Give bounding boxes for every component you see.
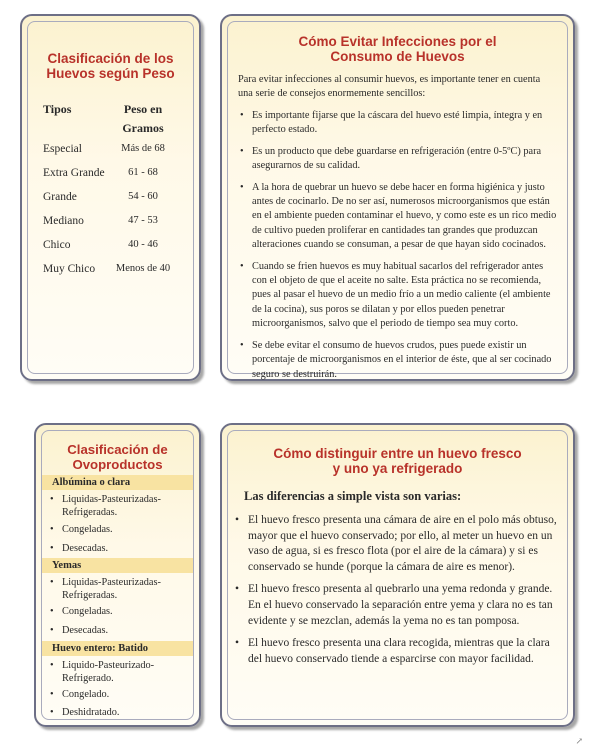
- fresh-panel-title: [222, 446, 573, 476]
- section-heading-whole-egg: Huevo entero: Batido: [42, 641, 193, 656]
- list-item: • Cuando se frien huevos es muy habitual sacarlos del refrigerador antes con el objeto de que el aceite no salte. Esta práctica no se recomienda, pues al pasar el huevo de un medio frío a un medio caliente (el ambiente de la cocina), sus poros se dilatan y por ellos pueden penetrar microorganismos, salvo que el periodo de tiempo sea muy corto.: [238, 260, 559, 332]
- item-text: Congeladas.: [62, 524, 113, 535]
- row-type: Especial: [43, 143, 82, 155]
- list-item: • Deshidratado.: [50, 707, 120, 718]
- item-text: Deshidratado.: [62, 707, 120, 718]
- section-heading-yolks: Yemas: [42, 558, 193, 573]
- table-row: [43, 167, 183, 183]
- table-row: [43, 239, 183, 255]
- list-item: • Liquidas-Pasteurizadas-Refrigeradas.: [50, 494, 161, 518]
- list-item: • Se debe evitar el consumo de huevos crudos, pues puede existir un porcentaje de microorganismos en el interior de éste, que al ser cocinado seguro se destruirán.: [238, 339, 559, 382]
- row-weight: 61 - 68: [128, 167, 158, 178]
- fresh-title-line1: Cómo distinguir entre un huevo fresco: [273, 446, 522, 461]
- fresh-lead: Las diferencias a simple vista son varias:: [244, 489, 462, 503]
- list-item: • El huevo fresco presenta una clara recogida, mientras que la clara del huevo conservado tiende a esparcirse con mayor facilidad.: [234, 636, 559, 667]
- row-weight: 40 - 46: [128, 239, 158, 250]
- list-item: • El huevo fresco presenta una cámara de aire en el polo más obtuso, mayor que el huevo conservado; por ello, al meter un huevo en un vaso de agua, si es fresco flota (por el aire de la cámara) y si es conservado se hunde (porque la cámara de aire es menor).: [234, 513, 559, 575]
- weight-classification-panel: [20, 14, 201, 381]
- weight-title-line2: Huevos según Peso: [46, 66, 175, 82]
- products-panel-title: [36, 443, 199, 473]
- item-text: Desecadas.: [62, 543, 109, 554]
- table-row: [43, 215, 183, 231]
- item-text: Congeladas.: [62, 606, 113, 617]
- list-item: • Es un producto que debe guardarse en refrigeración (entre 0-5ºC) para asegurarnos de su calidad.: [238, 145, 559, 174]
- list-item: • Es importante fijarse que la cáscara del huevo esté limpia, íntegra y en perfecto estado.: [238, 109, 559, 138]
- item-text: Liquidas-Pasteurizadas-Refrigeradas.: [62, 577, 161, 601]
- list-item: • Desecadas.: [50, 625, 109, 636]
- infection-bullet-list: [238, 109, 559, 389]
- fresh-vs-refrigerated-panel: [220, 423, 575, 727]
- fresh-title-line2: y uno ya refrigerado: [332, 461, 463, 477]
- row-weight: Más de 68: [121, 143, 165, 154]
- infection-panel-title: [222, 34, 573, 64]
- section-heading-albumin: Albúmina o clara: [42, 475, 193, 490]
- row-type: Mediano: [43, 215, 84, 227]
- item-text: Congelado.: [62, 689, 110, 700]
- list-item: • Desecadas.: [50, 543, 109, 554]
- list-item: • Liquido-Pasteurizado-Refrigerado.: [50, 660, 155, 684]
- corner-mark: ↗: [575, 736, 583, 746]
- products-title-line1: Clasificación de: [67, 442, 168, 457]
- row-type: Chico: [43, 239, 71, 251]
- row-type: Muy Chico: [43, 263, 96, 275]
- infection-intro: Para evitar infecciones al consumir huevos, es importante tener en cuenta una serie de consejos enormemente sencillos:: [238, 74, 541, 99]
- list-item: • A la hora de quebrar un huevo se debe hacer en forma higiénica y justo antes de cocinarlo. De no ser así, numerosos microorganismos que están en el ambiente pueden contaminar el huevo, y como este es un rico medio de cultivo pueden proliferar en cantidades tan grandes que produzcan alteraciones cuando se consuman, a pesar de que hayan sido cocinados.: [238, 181, 559, 253]
- list-item: • El huevo fresco presenta al quebrarlo una yema redonda y grande. En el huevo conservado la separación entre yema y clara no es tan evidente y se mezclan, además la yema no es tan pomposa.: [234, 582, 559, 629]
- row-type: Grande: [43, 191, 77, 203]
- infection-title-line2: Consumo de Huevos: [330, 49, 465, 65]
- products-title-line2: Ovoproductos: [72, 456, 163, 472]
- weight-header-line1: Peso en: [123, 102, 163, 116]
- list-item: • Congeladas.: [50, 606, 113, 617]
- column-header-weight: [103, 100, 183, 138]
- column-header-type: Tipos: [43, 102, 72, 116]
- row-weight: 54 - 60: [128, 191, 158, 202]
- row-weight: 47 - 53: [128, 215, 158, 226]
- row-weight: Menos de 40: [115, 263, 171, 274]
- list-item: • Congelado.: [50, 689, 110, 700]
- infection-prevention-panel: [220, 14, 575, 381]
- item-text: Liquidas-Pasteurizadas-Refrigeradas.: [62, 494, 161, 518]
- fresh-bullet-list: [234, 513, 559, 674]
- list-item: • Congeladas.: [50, 524, 113, 535]
- table-row: [43, 191, 183, 207]
- table-row: [43, 143, 183, 159]
- row-type: Extra Grande: [43, 167, 105, 179]
- item-text: Desecadas.: [62, 625, 109, 636]
- weight-panel-title: [22, 51, 199, 81]
- item-text: Liquido-Pasteurizado-Refrigerado.: [62, 660, 155, 684]
- table-row: [43, 263, 183, 279]
- egg-products-panel: [34, 423, 201, 727]
- weight-header-line2: Gramos: [122, 121, 164, 135]
- list-item: • Liquidas-Pasteurizadas-Refrigeradas.: [50, 577, 161, 601]
- infection-title-line1: Cómo Evitar Infecciones por el: [298, 34, 497, 49]
- weight-title-line1: Clasificación de los: [47, 51, 174, 66]
